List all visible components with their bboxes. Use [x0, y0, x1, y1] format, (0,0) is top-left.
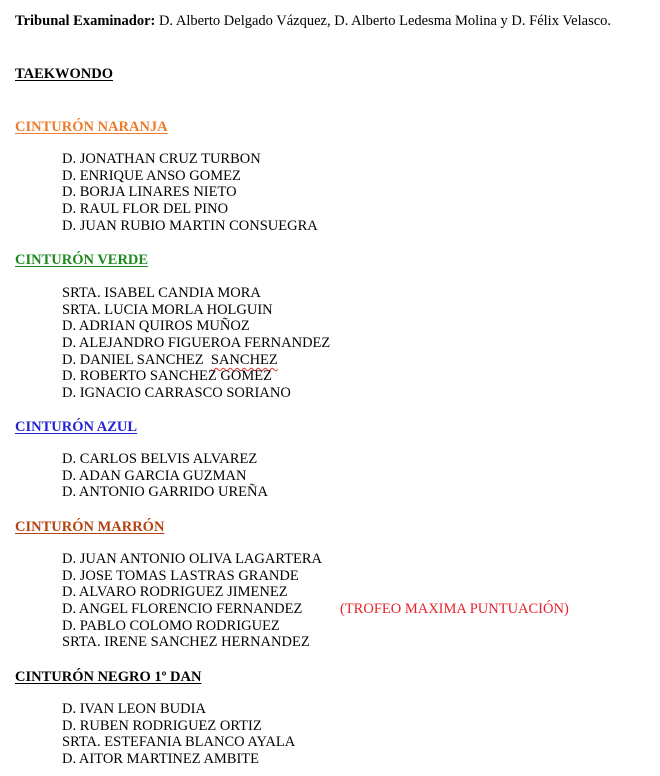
list-item: D. ADRIAN QUIROS MUÑOZ — [62, 318, 250, 335]
list-cinturon-marron — [62, 551, 322, 651]
list-item: SRTA. LUCIA MORLA HOLGUIN — [62, 301, 273, 318]
list-item: D. IVAN LEON BUDIA — [62, 701, 206, 717]
list-item: D. JUAN RUBIO MARTIN CONSUEGRA — [62, 217, 318, 234]
list-cinturon-azul — [62, 451, 268, 501]
list-item: D. ENRIQUE ANSO GOMEZ — [62, 167, 241, 184]
list-item: D. RUBEN RODRIGUEZ ORTIZ — [62, 717, 262, 734]
document-title: TAEKWONDO — [15, 66, 114, 82]
list-item: D. CARLOS BELVIS ALVAREZ — [62, 451, 258, 467]
list-item: D. JOSE TOMAS LASTRAS GRANDE — [62, 567, 299, 584]
list-item: D. ALVARO RODRIGUEZ JIMENEZ — [62, 584, 288, 601]
list-item: D. IGNACIO CARRASCO SORIANO — [62, 385, 291, 402]
list-item: D. ALEJANDRO FIGUEROA FERNANDEZ — [62, 335, 331, 352]
list-item: D. PABLO COLOMO RODRIGUEZ — [62, 617, 280, 634]
trophy-note: (TROFEO MAXIMA PUNTUACIÓN) — [340, 601, 569, 617]
list-cinturon-verde — [62, 285, 330, 402]
heading-cinturon-azul: CINTURÓN AZUL — [15, 419, 138, 435]
list-item: D. ADAN GARCIA GUZMAN — [62, 467, 247, 484]
list-item: SRTA. ISABEL CANDIA MORA — [62, 285, 261, 301]
list-item-spellcheck — [62, 352, 330, 369]
list-item: D. ANTONIO GARRIDO UREÑA — [62, 484, 268, 501]
heading-cinturon-verde: CINTURÓN VERDE — [15, 252, 149, 268]
list-item: D. JONATHAN CRUZ TURBON — [62, 151, 261, 167]
heading-cinturon-naranja: CINTURÓN NARANJA — [15, 119, 168, 135]
list-item: D. ANGEL FLORENCIO FERNANDEZ — [62, 601, 303, 618]
list-item: SRTA. ESTEFANIA BLANCO AYALA — [62, 734, 296, 751]
list-item: D. BORJA LINARES NIETO — [62, 184, 237, 201]
list-item: D. ROBERTO SANCHEZ GOMEZ — [62, 368, 272, 385]
list-item: D. JUAN ANTONIO OLIVA LAGARTERA — [62, 551, 322, 567]
list-item: D. AITOR MARTINEZ AMBITE — [62, 751, 260, 768]
list-cinturon-negro — [62, 701, 295, 768]
heading-cinturon-marron: CINTURÓN MARRÓN — [15, 519, 165, 535]
list-cinturon-naranja — [62, 151, 318, 234]
heading-cinturon-negro: CINTURÓN NEGRO 1º DAN — [15, 669, 202, 685]
tribunal-label: Tribunal Examinador: — [15, 13, 156, 29]
spellcheck-flagged-word: SANCHEZ — [210, 351, 278, 368]
item-name-prefix: D. DANIEL SANCHEZ — [62, 351, 211, 368]
list-item: SRTA. IRENE SANCHEZ HERNANDEZ — [62, 634, 310, 651]
list-item: D. RAUL FLOR DEL PINO — [62, 201, 229, 218]
tribunal-paragraph — [15, 13, 651, 30]
tribunal-text: D. Alberto Delgado Vázquez, D. Alberto Ledesma Molina y D. Félix Velasco. — [155, 13, 612, 29]
